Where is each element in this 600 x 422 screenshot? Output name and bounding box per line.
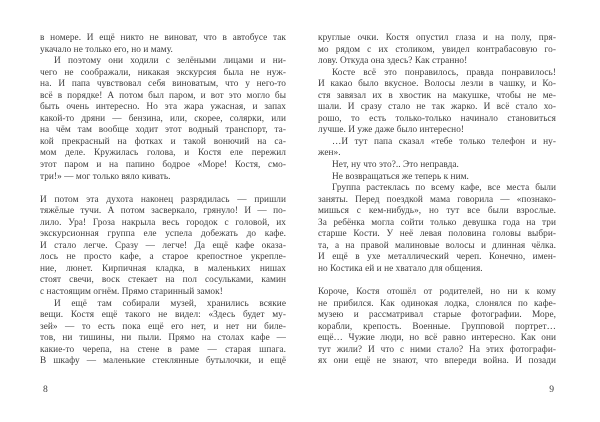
text-line: тут жили? И что с ними стало? На этих фотографи- xyxy=(318,344,556,355)
text-line: И ещё в ухе металлический череп. Конечно, имен- xyxy=(318,252,556,263)
text-line: …И тут папа сказал «тебе только телефон и ну- xyxy=(332,136,556,147)
page-right xyxy=(318,0,556,422)
text-line: За ребёнка могла сойти только девушка года на три xyxy=(318,217,556,228)
text-line: на чём там вообще ходит этот водный транспорт, та- xyxy=(40,125,286,136)
text-line: но Костика ей и не хватало для общения. xyxy=(318,263,483,274)
text-line: лось не просто кафе, а старое крепостное укрепле- xyxy=(40,252,286,263)
text-line: Короче, Костя отошёл от родителей, но ни к кому xyxy=(318,287,556,298)
text-line: Нет, ну что это?.. Это неправда. xyxy=(332,160,459,171)
text-line: стоят свечи, воск стекает на пол сосульками, камин xyxy=(40,275,286,286)
page-number-right: 9 xyxy=(549,384,554,395)
text-line: круглые очки. Костя опустил глаза и на полу, пря- xyxy=(318,33,556,43)
text-line: на. И папа чувствовал себя виноватым, что у него-то xyxy=(40,79,286,90)
text-line: И стало легче. Сразу — легче! Да ещё кафе оказа- xyxy=(40,240,286,251)
text-line: мом деле. Кружилась голова, и Костя еле пережил xyxy=(40,148,286,159)
text-line: рошо, то есть только-только начинало становиться xyxy=(318,113,556,124)
text-line: вещи. Костя ещё такого не видел: «Здесь будет му- xyxy=(40,310,286,321)
text-line: ях они ещё не знают, что впереди война. И позади xyxy=(318,356,556,367)
text-line: корабли, крепость. Военные. Групповой портрет… xyxy=(318,321,556,332)
text-line: этот паром и на папино бодрое «Море! Костя, смо- xyxy=(40,160,286,171)
text-line: лило. Ура! Гроза накрыла весь городок с головой, их xyxy=(40,217,286,228)
text-line: ние, люнет. Кирпичная кладка, в маленьких нишах xyxy=(40,263,286,274)
text-line: та, а на правой малиновые волосы и длинная чёлка. xyxy=(318,240,556,251)
text-line: тов, ни тишины, ни пыли. Прямо на столах кафе — xyxy=(40,333,286,344)
text-line: Не возвращаться же теперь к ним. xyxy=(332,171,469,182)
text-line: не прибился. Как одинокая лодка, слонялся по кафе- xyxy=(318,298,556,309)
text-line: лучше. И уже даже было интересно! xyxy=(318,125,465,136)
text-line: в номере. И ещё никто не виноват, что в автобусе так xyxy=(40,33,286,43)
text-line: И какао было вкусное. Волосы лезли в чашку, и Ко- xyxy=(318,79,556,90)
text-line: И поэтому они ходили с зелёными лицами и ни- xyxy=(54,56,286,67)
text-line: быть очень интересно. Но эта жара ужасная, и запах xyxy=(40,102,286,113)
text-line: укачало не только его, но и маму. xyxy=(40,44,173,55)
text-line: зей» — то есть пока ещё его нет, и нет ни биле- xyxy=(40,321,286,332)
text-line: мишься с кем-нибудь», но тут все были взрослые. xyxy=(318,206,556,217)
text-line: лову. Откуда она здесь? Как странно! xyxy=(318,56,468,67)
text-line: кой прекрасный на фотках и такой вонючий на са- xyxy=(40,136,286,147)
page-number-left: 8 xyxy=(43,384,48,395)
text-line: чего не соображали, никакая экскурсия была не нуж- xyxy=(40,67,286,78)
text-line: какой-то дряни — бензина, или, скорее, солярки, или xyxy=(40,113,286,124)
text-line: старше Кости. У неё левая половина головы выбри- xyxy=(318,229,556,240)
text-line: три!» — мог только вяло кивать. xyxy=(40,171,171,182)
page-right-text xyxy=(318,33,556,368)
text-line: жен». xyxy=(318,148,341,159)
text-line: заняты. Перед поездкой мама говорила — «познако- xyxy=(318,194,556,205)
page-left xyxy=(40,0,286,422)
text-line: тяжёлые тучи. А потом засверкало, грянуло! И — по- xyxy=(40,206,286,217)
text-line: какие-то черепа, на стене в раме — старая шпага. xyxy=(40,344,286,355)
text-line: И потом эта духота наконец разрядилась — пришли xyxy=(40,194,286,205)
text-line: с настоящим огнём. Прямо старинный замок! xyxy=(40,287,223,298)
text-line: экскурсионная группа еле успела добежать до кафе. xyxy=(40,229,286,240)
text-line: Косте всё это понравилось, правда понравилось! xyxy=(332,67,556,78)
text-line: стя завязал их в хвостик на макушке, чтобы не ме- xyxy=(318,90,556,101)
text-line: мо рядом с их столиком, увидел контрабасовую го- xyxy=(318,44,556,55)
text-line: В шкафу — маленькие стеклянные бутылочки, и ещё xyxy=(40,356,286,367)
text-line: И ещё там собирали музей, хранились всякие xyxy=(54,298,286,309)
page-left-text xyxy=(40,33,286,368)
text-line: шали. И сразу стало не так жарко. И всё стало хо- xyxy=(318,102,556,113)
text-line: всё в порядке! А потом был паром, и вот это могло бы xyxy=(40,90,286,101)
text-line: Группа растеклась по всему кафе, все места были xyxy=(332,183,556,194)
text-line: музею и рассматривал старые фотографии. Море, xyxy=(318,310,556,321)
text-line: ещё… Чужие люди, но всё равно интересно. Как они xyxy=(318,333,556,344)
